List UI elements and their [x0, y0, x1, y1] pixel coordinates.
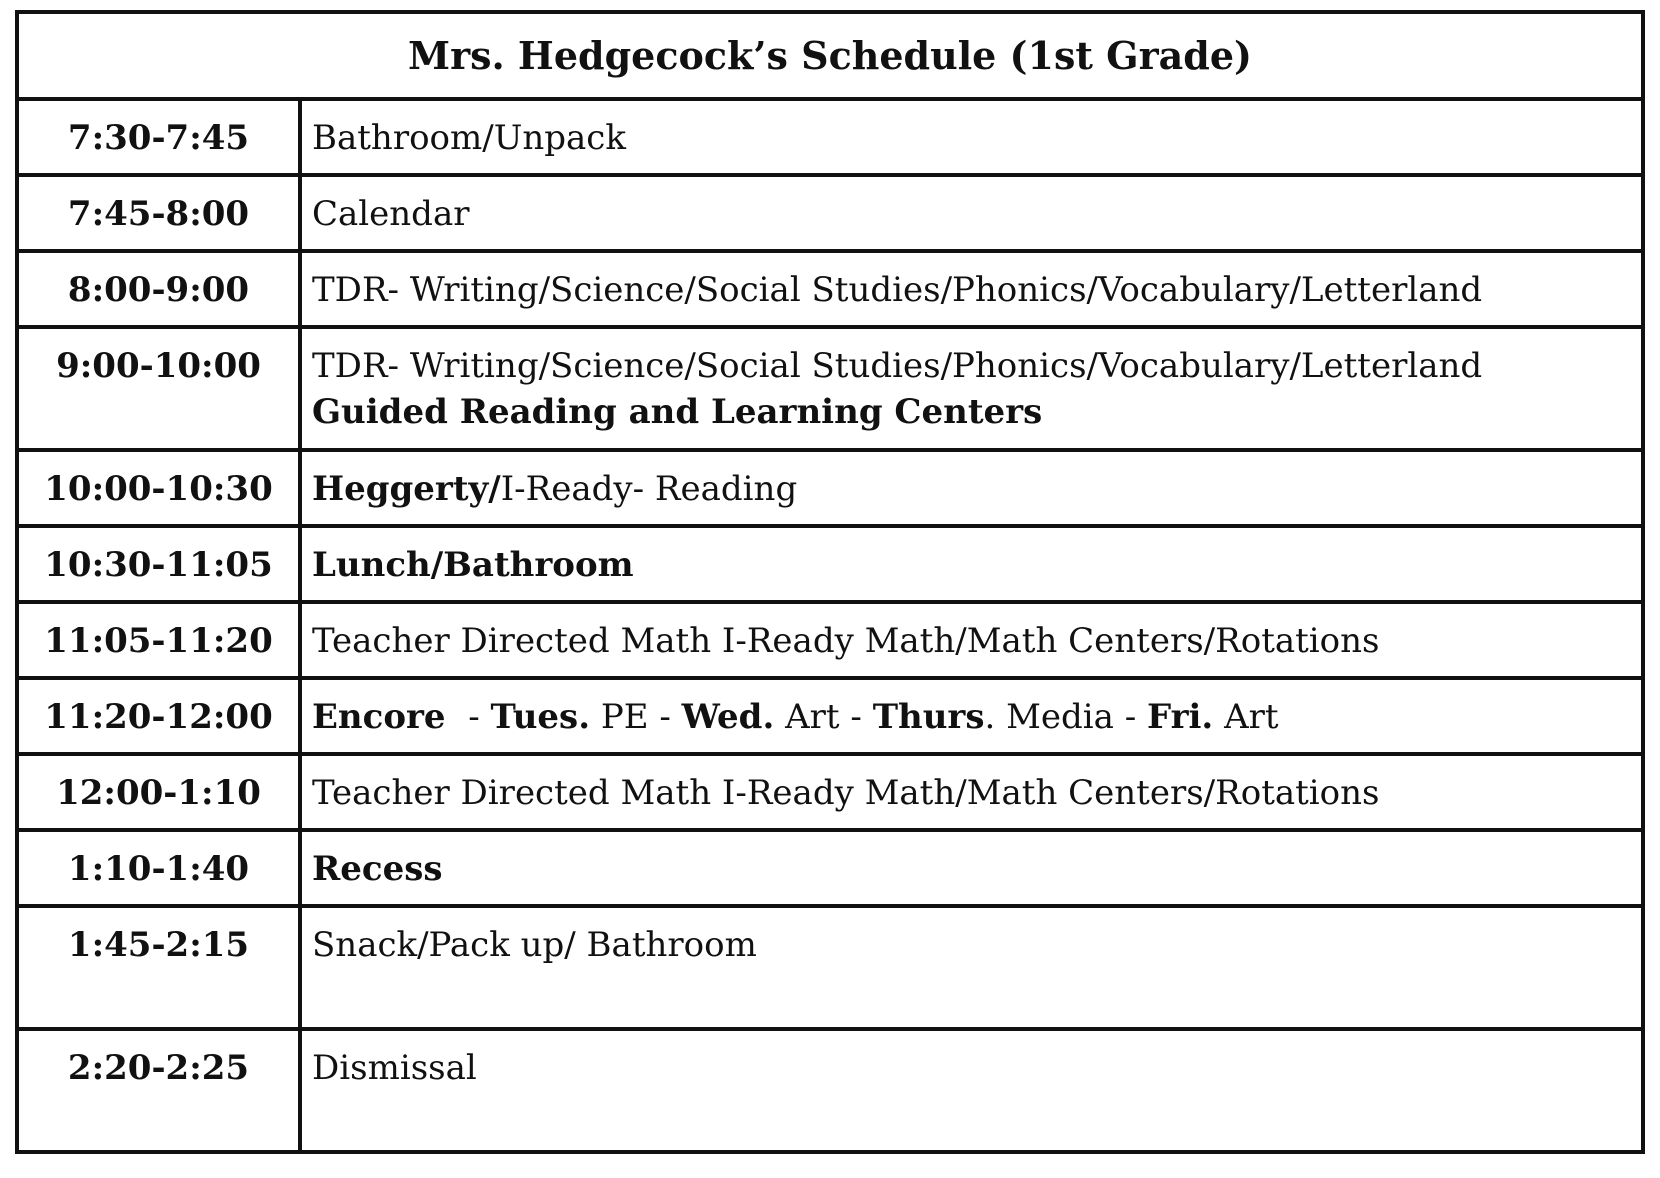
table-row: [17, 251, 1643, 327]
time-cell: 11:05-11:20: [17, 602, 300, 678]
encore-label: Encore: [312, 697, 458, 737]
time-cell: 2:20-2:25: [17, 1029, 300, 1152]
activity-cell: [300, 450, 1643, 526]
activity-text: Snack/Pack up/ Bathroom: [312, 925, 757, 965]
time-cell: 10:00-10:30: [17, 450, 300, 526]
day-label-fri: Fri.: [1147, 697, 1214, 737]
activity-cell: [300, 526, 1643, 602]
time-cell: 7:30-7:45: [17, 99, 300, 175]
activity-text-bold: Heggerty/: [312, 469, 501, 509]
time-cell: 12:00-1:10: [17, 754, 300, 830]
activity-cell: [300, 175, 1643, 251]
day-label-thurs: Thurs: [872, 697, 985, 737]
time-cell: 9:00-10:00: [17, 327, 300, 450]
table-row: [17, 175, 1643, 251]
activity-text: TDR- Writing/Science/Social Studies/Phonics/Vocabulary/Letterland: [312, 270, 1483, 310]
activity-text: Art -: [774, 697, 873, 737]
table-row: [17, 678, 1643, 754]
activity-cell: [300, 754, 1643, 830]
schedule-title: Mrs. Hedgecock’s Schedule (1st Grade): [17, 12, 1643, 99]
time-cell: 8:00-9:00: [17, 251, 300, 327]
activity-cell: [300, 906, 1643, 1029]
activity-cell: [300, 830, 1643, 906]
time-cell: 10:30-11:05: [17, 526, 300, 602]
activity-text: Teacher Directed Math I-Ready Math/Math Centers/Rotations: [312, 621, 1380, 661]
activity-text: Dismissal: [312, 1048, 477, 1088]
time-cell: 1:45-2:15: [17, 906, 300, 1029]
table-row: [17, 906, 1643, 1029]
activity-text: I-Ready- Reading: [500, 469, 798, 509]
table-row: [17, 754, 1643, 830]
activity-text: TDR- Writing/Science/Social Studies/Phonics/Vocabulary/Letterland: [312, 346, 1483, 386]
schedule-table: [15, 10, 1645, 1154]
activity-cell: [300, 251, 1643, 327]
activity-text: PE -: [590, 697, 682, 737]
day-label-wed: Wed.: [681, 697, 775, 737]
table-row: [17, 1029, 1643, 1152]
activity-text: . Media -: [984, 697, 1148, 737]
table-row: [17, 450, 1643, 526]
day-label-tues: Tues.: [490, 697, 591, 737]
activity-cell: [300, 678, 1643, 754]
activity-text-bold: Lunch/Bathroom: [312, 545, 634, 585]
table-row: [17, 99, 1643, 175]
separator-text: -: [457, 697, 491, 737]
table-row: [17, 602, 1643, 678]
table-row: [17, 327, 1643, 450]
title-row: [17, 12, 1643, 99]
activity-text: Teacher Directed Math I-Ready Math/Math Centers/Rotations: [312, 773, 1380, 813]
activity-text: Art: [1213, 697, 1279, 737]
time-cell: 1:10-1:40: [17, 830, 300, 906]
table-row: [17, 526, 1643, 602]
activity-cell: [300, 1029, 1643, 1152]
table-row: [17, 830, 1643, 906]
activity-cell: [300, 327, 1643, 450]
time-cell: 7:45-8:00: [17, 175, 300, 251]
activity-text: Calendar: [312, 194, 470, 234]
activity-text: Bathroom/Unpack: [312, 118, 626, 158]
activity-text-bold: Recess: [312, 849, 443, 889]
activity-cell: [300, 99, 1643, 175]
time-cell: 11:20-12:00: [17, 678, 300, 754]
activity-cell: [300, 602, 1643, 678]
activity-text-bold: Guided Reading and Learning Centers: [312, 392, 1043, 432]
